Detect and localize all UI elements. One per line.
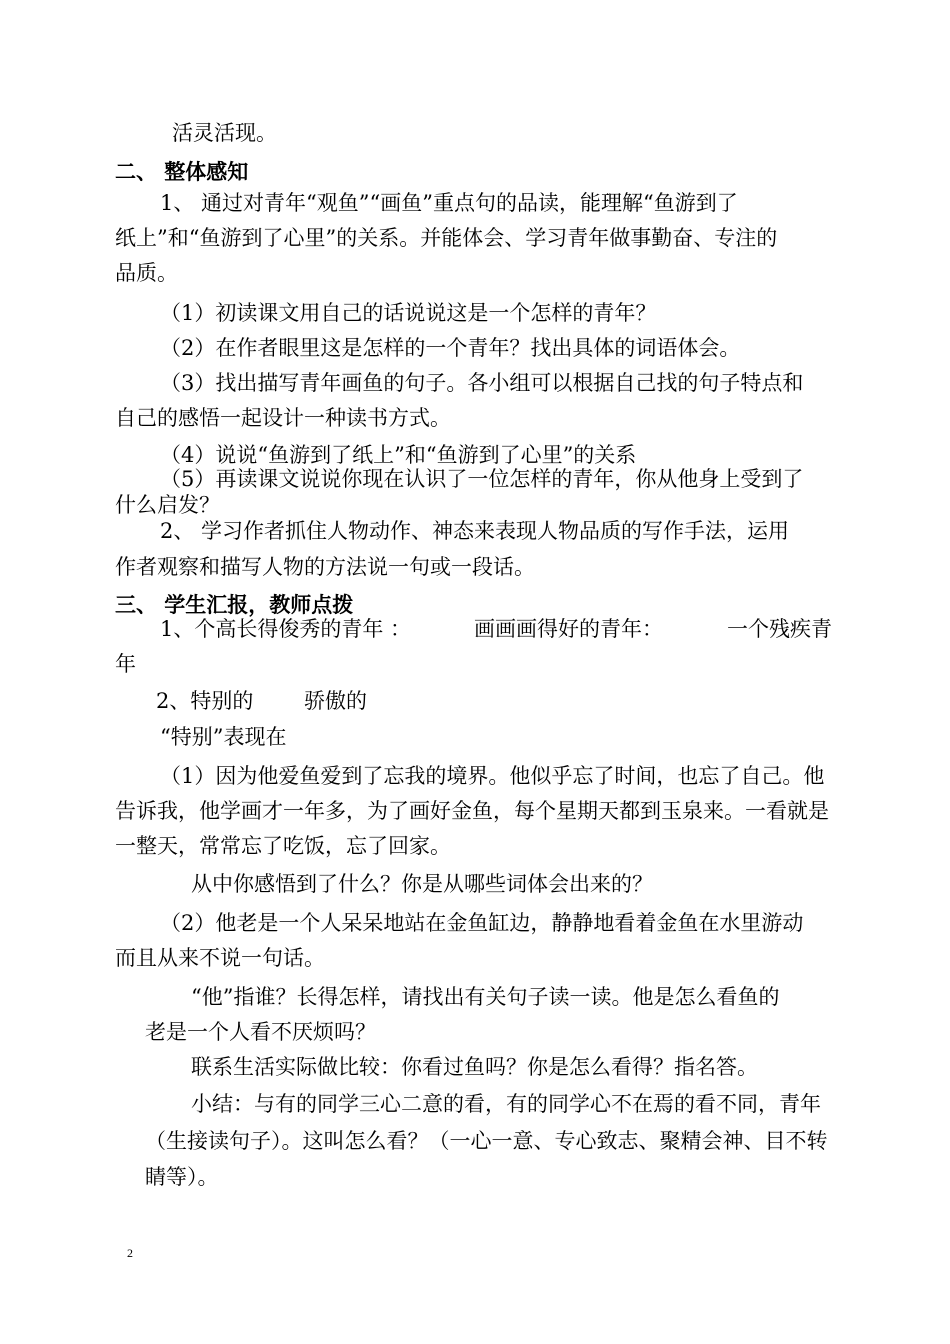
- text-line: 年: [115, 652, 136, 676]
- text-line: 什么启发？: [115, 493, 220, 517]
- text-line: 纸上”和“鱼游到了心里”的关系。并能体会、学习青年做事勤奋、专注的: [115, 226, 778, 250]
- text-line: 1、个高长得俊秀的青年 ：: [160, 617, 412, 641]
- text-line: 而且从来不说一句话。: [115, 946, 325, 970]
- text-line: 一个残疾青: [727, 617, 832, 641]
- text-line: 小结：与有的同学三心二意的看，有的同学心不在焉的看不同，青年: [191, 1092, 821, 1116]
- text-line: 2、特别的: [156, 689, 254, 713]
- text-line: （1）初读课文用自己的话说说这是一个怎样的青年？: [160, 301, 657, 325]
- text-line: 告诉我，他学画才一年多，为了画好金鱼，每个星期天都到玉泉来。一看就是: [115, 799, 829, 823]
- section-heading: 二、 整体感知: [115, 160, 249, 184]
- text-line: 活灵活现。: [172, 121, 277, 145]
- text-line: “他”指谁？长得怎样，请找出有关句子读一读。他是怎么看鱼的: [191, 985, 780, 1009]
- text-line: 自己的感悟一起设计一种读书方式。: [115, 406, 451, 430]
- text-line: 骄傲的: [304, 689, 367, 713]
- text-line: 1、 通过对青年“观鱼”“画鱼”重点句的品读，能理解“鱼游到了: [160, 191, 738, 215]
- text-line: 老是一个人看不厌烦吗？: [145, 1020, 376, 1044]
- text-line: （5）再读课文说说你现在认识了一位怎样的青年，你从他身上受到了: [160, 467, 804, 491]
- text-line: 联系生活实际做比较：你看过鱼吗？你是怎么看得？指名答。: [191, 1055, 758, 1079]
- text-line: 画画画得好的青年：: [474, 617, 663, 641]
- text-line: （1）因为他爱鱼爱到了忘我的境界。他似乎忘了时间，也忘了自己。他: [160, 764, 825, 788]
- text-line: “特别”表现在: [160, 725, 287, 749]
- text-line: 作者观察和描写人物的方法说一句或一段话。: [115, 555, 535, 579]
- text-line: （4）说说“鱼游到了纸上”和“鱼游到了心里”的关系: [160, 443, 637, 467]
- text-line: 品质。: [115, 261, 178, 285]
- text-line: 一整天，常常忘了吃饭，忘了回家。: [115, 834, 451, 858]
- text-line: 睛等）。: [145, 1165, 219, 1189]
- text-line: （3）找出描写青年画鱼的句子。各小组可以根据自己找的句子特点和: [160, 371, 804, 395]
- text-line: （2）他老是一个人呆呆地站在金鱼缸边，静静地看着金鱼在水里游动: [160, 911, 804, 935]
- text-line: （生接读句子）。这叫怎么看？（一心一意、专心致志、聚精会神、目不转: [145, 1129, 828, 1153]
- page-number: 2: [127, 1246, 133, 1260]
- text-line: 从中你感悟到了什么？你是从哪些词体会出来的？: [191, 872, 653, 896]
- text-line: 2、 学习作者抓住人物动作、神态来表现人物品质的写作手法，运用: [160, 519, 790, 543]
- section-heading: 三、 学生汇报，教师点拨: [115, 593, 354, 617]
- text-line: （2）在作者眼里这是怎样的一个青年？找出具体的词语体会。: [160, 336, 741, 360]
